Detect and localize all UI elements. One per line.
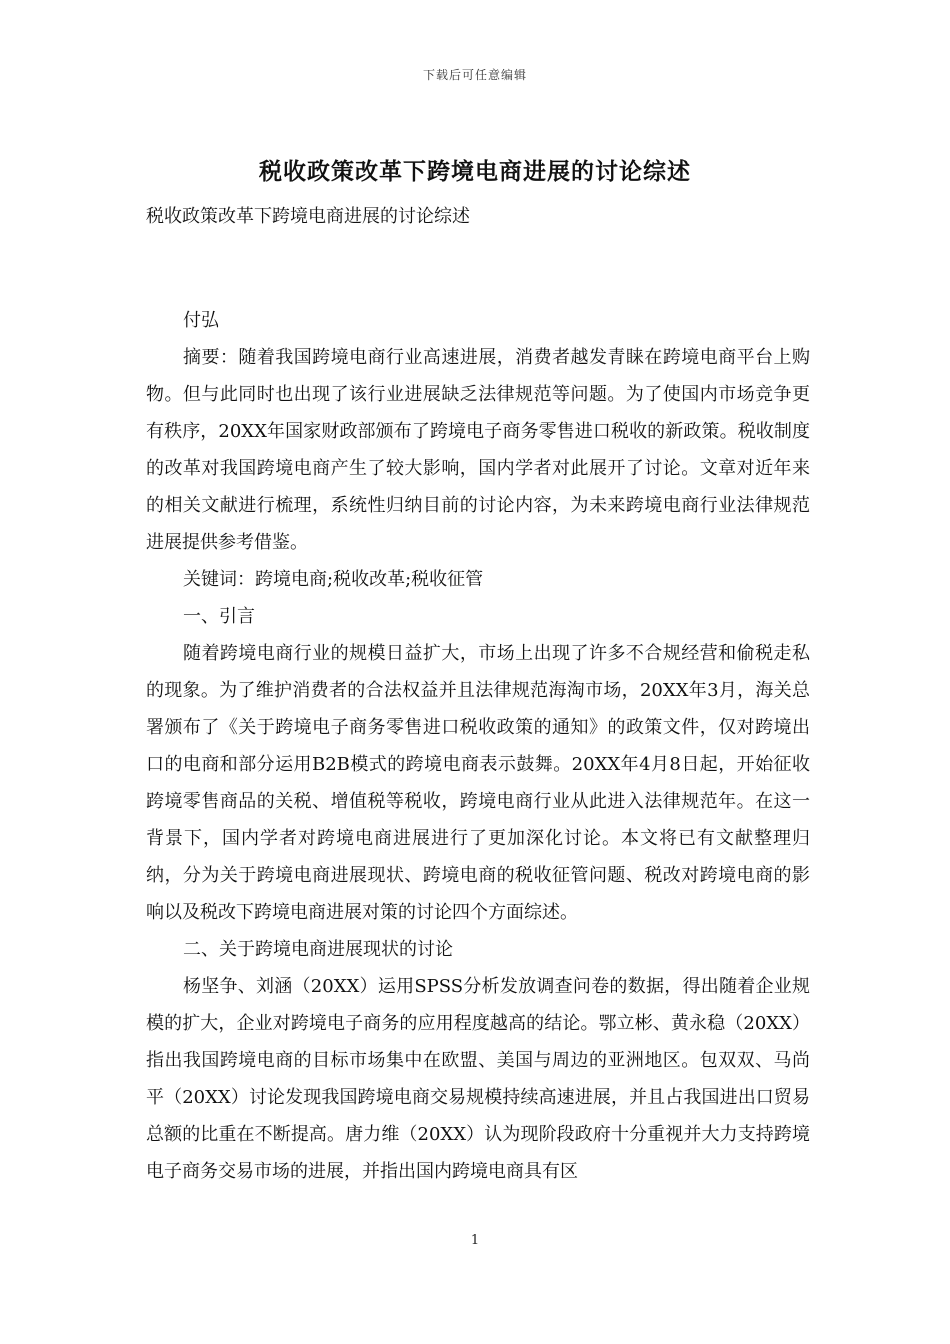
- status-paragraph: 杨坚争、刘涵（20XX）运用SPSS分析发放调查问卷的数据，得出随着企业规模的扩大，企业对跨境电子商务的应用程度越高的结论。鄂立彬、黄永稳（20XX）指出我国跨境电商的目标市场集中在欧盟、美国与周边的亚洲地区。包双双、马尚平（20XX）讨论发现我国跨境电商交易规模持续高速进展，并且占我国进出口贸易总额的比重在不断提高。唐力维（20XX）认为现阶段政府十分重视并大力支持跨境电子商务交易市场的进展，并指出国内跨境电商具有区: [146, 976, 810, 1182]
- keywords-line: 关键词：跨境电商;税收改革;税收征管: [183, 569, 484, 590]
- blank-line: [146, 235, 810, 272]
- section-heading-introduction: 一、引言: [183, 606, 255, 627]
- author-name: 付弘: [183, 310, 219, 331]
- document-title: 税收政策改革下跨境电商进展的讨论综述: [259, 159, 691, 185]
- section-heading-status: 二、关于跨境电商进展现状的讨论: [183, 939, 453, 960]
- document-body: [146, 198, 810, 1190]
- page-number: 1: [470, 1233, 480, 1248]
- page-header-note: 下载后可任意编辑: [422, 68, 527, 82]
- introduction-paragraph: 随着跨境电商行业的规模日益扩大，市场上出现了许多不合规经营和偷税走私的现象。为了维护消费者的合法权益并且法律规范海淘市场，20XX年3月，海关总署颁布了《关于跨境电子商务零售进口税收政策的通知》的政策文件，仅对跨境出口的电商和部分运用B2B模式的跨境电商表示鼓舞。20XX年4月8日起，开始征收跨境零售商品的关税、增值税等税收，跨境电商行业从此进入法律规范年。在这一背景下，国内学者对跨境电商进展进行了更加深化讨论。本文将已有文献整理归纳，分为关于跨境电商进展现状、跨境电商的税收征管问题、税改对跨境电商的影响以及税改下跨境电商进展对策的讨论四个方面综述。: [146, 643, 810, 923]
- document-subtitle: 税收政策改革下跨境电商进展的讨论综述: [146, 206, 470, 227]
- abstract-paragraph: 摘要：随着我国跨境电商行业高速进展，消费者越发青睐在跨境电商平台上购物。但与此同时也出现了该行业进展缺乏法律规范等问题。为了使国内市场竞争更有秩序，20XX年国家财政部颁布了跨境电子商务零售进口税收的新政策。税收制度的改革对我国跨境电商产生了较大影响，国内学者对此展开了讨论。文章对近年来的相关文献进行梳理，系统性归纳目前的讨论内容，为未来跨境电商行业法律规范进展提供参考借鉴。: [146, 347, 810, 553]
